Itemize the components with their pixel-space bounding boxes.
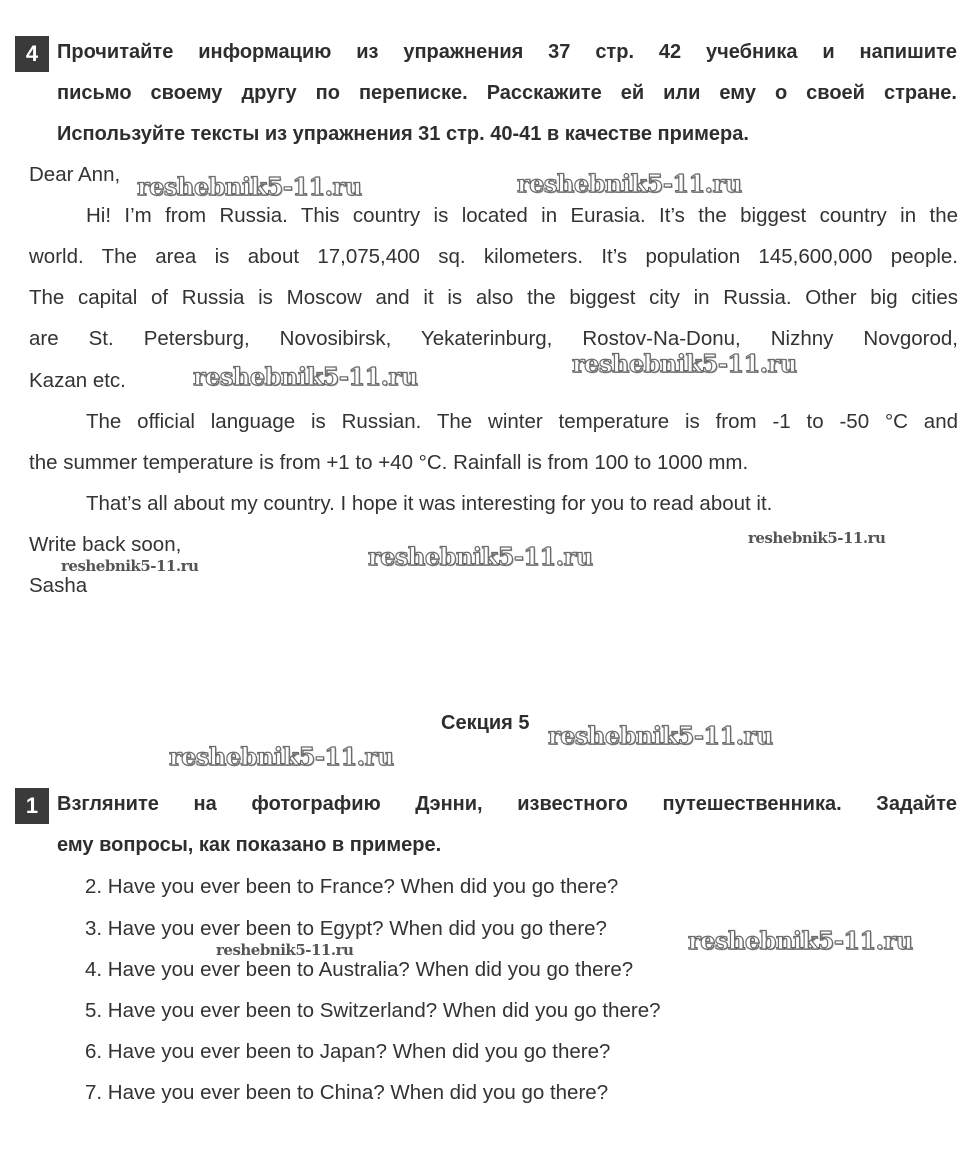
section-title: Секция 5 bbox=[441, 712, 530, 734]
exercise-number-badge: 4 bbox=[15, 36, 49, 72]
letter-signature: Sasha bbox=[29, 574, 88, 597]
letter-closing: Write back soon, bbox=[29, 533, 182, 556]
question-item: 6. Have you ever been to Japan? When did you go there? bbox=[85, 1040, 611, 1063]
question-item: 4. Have you ever been to Australia? When did you go there? bbox=[85, 958, 634, 981]
question-item: 2. Have you ever been to France? When did you go there? bbox=[85, 875, 619, 898]
letter-line: world. The area is about 17,075,400 sq. kilometers. It’s population 145,600,000 people. bbox=[29, 245, 958, 268]
question-item: 5. Have you ever been to Switzerland? When did you go there? bbox=[85, 999, 661, 1022]
letter-line: are St. Petersburg, Novosibirsk, Yekaterinburg, Rostov-Na-Donu, Nizhny Novgorod, bbox=[29, 327, 958, 350]
question-item: 3. Have you ever been to Egypt? When did you go there? bbox=[85, 917, 607, 940]
letter-line: That’s all about my country. I hope it was interesting for you to read about it. bbox=[86, 492, 773, 515]
exercise-instruction-line: письмо своему другу по переписке. Расскажите ей или ему о своей стране. bbox=[57, 82, 957, 104]
exercise-instruction-line: Используйте тексты из упражнения 31 стр. 40-41 в качестве примера. bbox=[57, 123, 749, 145]
watermark: reshebnik5-11.ru bbox=[368, 542, 593, 571]
watermark: reshebnik5-11.ru bbox=[517, 169, 742, 198]
watermark: reshebnik5-11.ru bbox=[748, 529, 886, 547]
watermark: reshebnik5-11.ru bbox=[137, 172, 362, 201]
watermark: reshebnik5-11.ru bbox=[688, 926, 913, 955]
watermark: reshebnik5-11.ru bbox=[193, 362, 418, 391]
letter-line: Kazan etc. bbox=[29, 369, 126, 392]
letter-line: Hi! I’m from Russia. This country is located in Eurasia. It’s the biggest country in the bbox=[86, 204, 958, 227]
exercise-number-badge: 1 bbox=[15, 788, 49, 824]
letter-line: the summer temperature is from +1 to +40 °C. Rainfall is from 100 to 1000 mm. bbox=[29, 451, 749, 474]
letter-line: The official language is Russian. The winter temperature is from -1 to -50 °C and bbox=[86, 410, 958, 433]
watermark: reshebnik5-11.ru bbox=[61, 557, 199, 575]
exercise-instruction-line: Взгляните на фотографию Дэнни, известного путешественника. Задайте bbox=[57, 793, 957, 815]
watermark: reshebnik5-11.ru bbox=[216, 941, 354, 959]
letter-line: The capital of Russia is Moscow and it is also the biggest city in Russia. Other big cities bbox=[29, 286, 958, 309]
exercise-instruction-line: Прочитайте информацию из упражнения 37 стр. 42 учебника и напишите bbox=[57, 41, 957, 63]
watermark: reshebnik5-11.ru bbox=[169, 742, 394, 771]
exercise-instruction-line: ему вопросы, как показано в примере. bbox=[57, 834, 442, 856]
watermark: reshebnik5-11.ru bbox=[572, 349, 797, 378]
letter-greeting: Dear Ann, bbox=[29, 163, 121, 186]
watermark: reshebnik5-11.ru bbox=[548, 721, 773, 750]
question-item: 7. Have you ever been to China? When did you go there? bbox=[85, 1081, 609, 1104]
